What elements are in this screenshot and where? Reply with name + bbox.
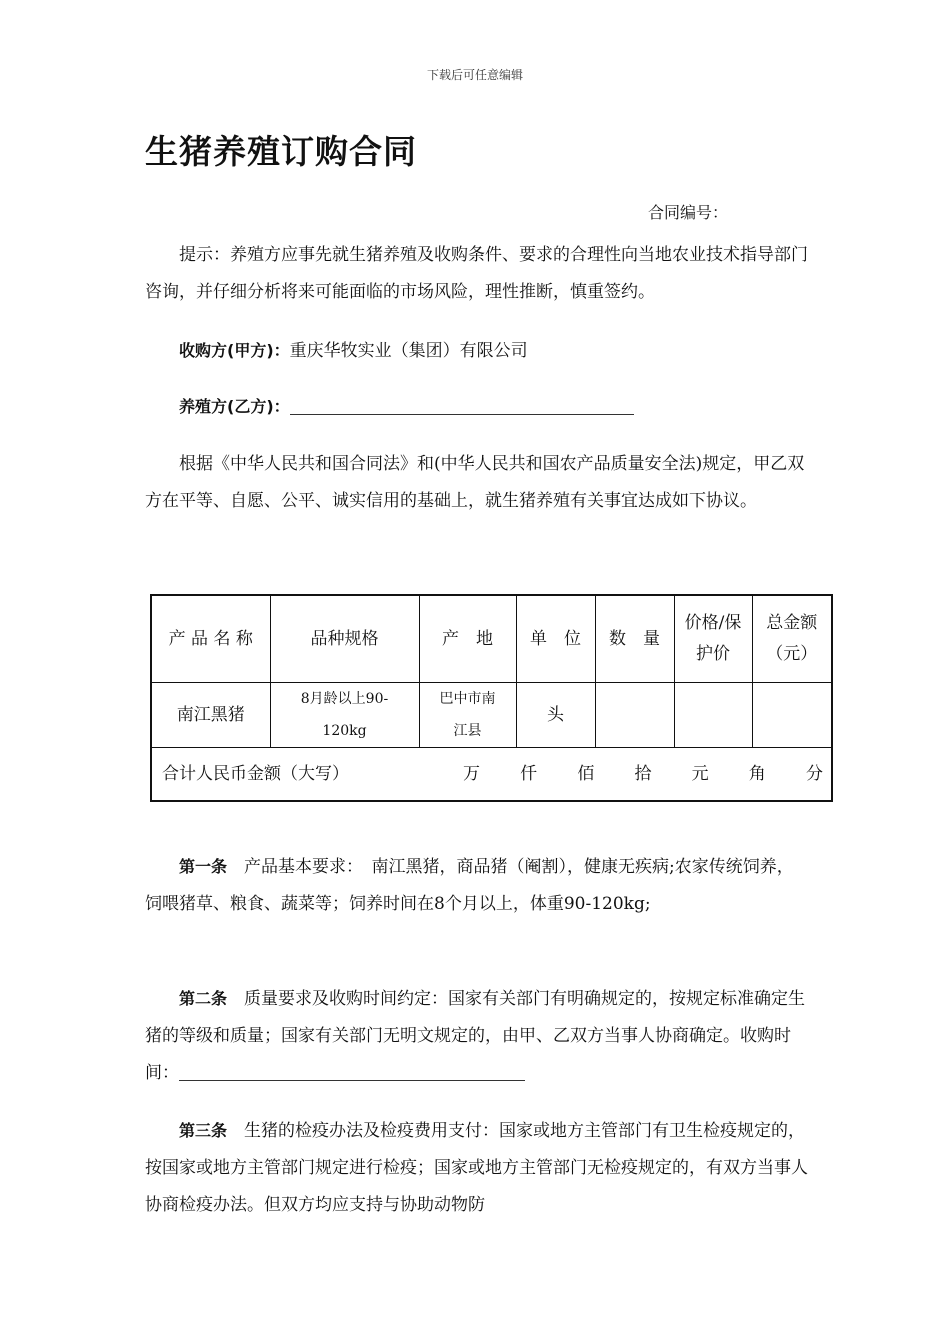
cell-origin: 巴中市南江县 [419, 683, 516, 748]
header-spec: 品种规格 [270, 595, 419, 683]
buyer-value: 重庆华牧实业（集团）有限公司 [289, 341, 528, 361]
breeder-name-blank[interactable] [290, 396, 634, 415]
header-quantity: 数 量 [595, 595, 674, 683]
cell-product-name: 南江黑猪 [151, 683, 270, 748]
article-3-text: 生猪的检疫办法及检疫费用支付：国家或地方主管部门有卫生检疫规定的，按国家或地方主管部门规定进行检疫；国家或地方主管部门无检疫规定的，有双方当事人协商检疫办法。但双方均应支持与协助动物防 [145, 1121, 808, 1215]
header-note: 下载后可任意编辑 [426, 68, 523, 82]
unit-bai: 佰 [577, 763, 595, 784]
table-row [151, 683, 832, 748]
article-2-text: 质量要求及收购时间约定：国家有关部门有明确规定的，按规定标准确定生猪的等级和质量；国家有关部门无明文规定的，由甲、乙双方当事人协商确定。收购时间： [145, 989, 806, 1083]
header-unit: 单 位 [516, 595, 595, 683]
total-units [463, 759, 823, 790]
table-header-row [151, 595, 832, 683]
unit-shi: 拾 [634, 763, 652, 784]
article-2-number: 第二条 [179, 989, 228, 1008]
header-origin: 产 地 [419, 595, 516, 683]
article-3 [145, 1112, 810, 1224]
order-table [150, 594, 833, 802]
cell-price[interactable] [674, 683, 752, 748]
preamble-text: 根据《中华人民共和国合同法》和(中华人民共和国农产品质量安全法)规定，甲乙双方在平等、自愿、公平、诚实信用的基础上，就生猪养殖有关事宜达成如下协议。 [145, 454, 805, 511]
header-total-amount: 总金额（元） [752, 595, 832, 683]
cell-unit: 头 [516, 683, 595, 748]
total-label: 合计人民币金额（大写） [162, 763, 349, 784]
table-total-row [151, 748, 832, 802]
unit-fen: 分 [805, 763, 823, 784]
unit-wan: 万 [463, 763, 480, 784]
article-1-number: 第一条 [179, 857, 228, 876]
unit-jiao: 角 [748, 763, 766, 784]
buyer-line [145, 332, 810, 370]
purchase-time-blank[interactable] [179, 1062, 525, 1081]
buyer-label: 收购方(甲方)： [179, 341, 290, 360]
cell-amount[interactable] [752, 683, 832, 748]
unit-qian: 仟 [520, 763, 538, 784]
tip-paragraph [145, 237, 810, 311]
cell-quantity[interactable] [595, 683, 674, 748]
article-2 [145, 980, 810, 1092]
tip-text: 提示：养殖方应事先就生猪养殖及收购条件、要求的合理性向当地农业技术指导部门咨询，并仔细分析将来可能面临的市场风险，理性推断，慎重签约。 [145, 245, 808, 302]
article-1 [145, 848, 810, 923]
article-3-number: 第三条 [179, 1121, 228, 1140]
preamble-paragraph [145, 446, 810, 520]
breeder-label: 养殖方(乙方)： [179, 397, 290, 416]
header-product-name: 产 品 名 称 [151, 595, 270, 683]
unit-yuan: 元 [691, 763, 709, 784]
article-1-text: 产品基本要求： 南江黑猪，商品猪（阉割），健康无疾病;农家传统饲养，饲喂猪草、粮食、蔬菜等；饲养时间在8个月以上，体重90-120kg; [145, 857, 794, 914]
breeder-line [145, 388, 810, 426]
header-price: 价格/保护价 [674, 595, 752, 683]
document-title: 生猪养殖订购合同 [145, 132, 417, 171]
cell-spec: 8月龄以上90-120kg [270, 683, 419, 748]
contract-number-label: 合同编号： [648, 203, 729, 222]
